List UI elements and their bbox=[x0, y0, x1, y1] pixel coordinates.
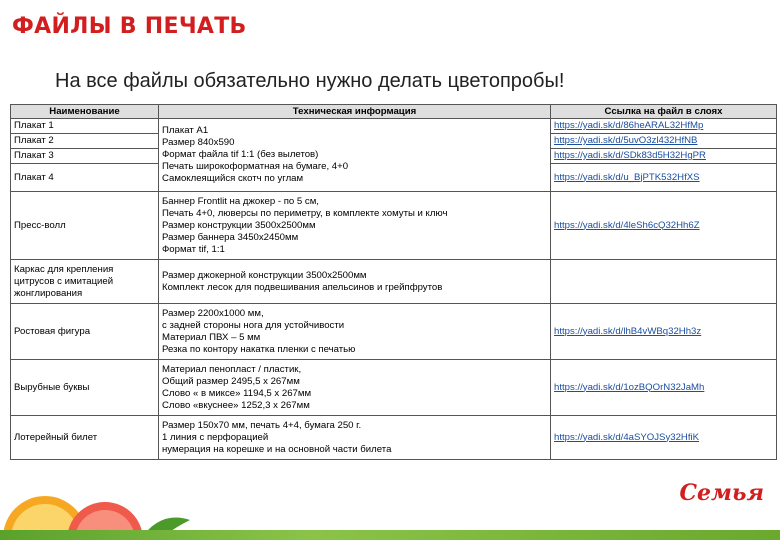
tech-info bbox=[159, 260, 551, 304]
tech-line: Размер 840х590 bbox=[162, 137, 235, 148]
tech-line: Плакат А1 bbox=[162, 125, 209, 136]
tech-line: Печать широкоформатная на бумаге, 4+0 bbox=[162, 161, 349, 172]
tech-line: 1 линия с перфорацией bbox=[162, 431, 269, 443]
tech-line: Формат файла tif 1:1 (без вылетов) bbox=[162, 149, 319, 160]
tech-line: Общий размер 2495,5 х 267мм bbox=[162, 375, 300, 387]
row-name: Ростовая фигура bbox=[11, 304, 159, 360]
table-row bbox=[11, 119, 777, 134]
tech-info bbox=[159, 416, 551, 460]
page-title: ФАЙЛЫ В ПЕЧАТЬ bbox=[12, 14, 247, 39]
tech-line: Печать 4+0, люверсы по периметру, в комплекте хомуты и ключ bbox=[162, 207, 448, 219]
tech-info bbox=[159, 192, 551, 260]
file-link[interactable]: https://yadi.sk/d/lhB4vWBq32Hh3z bbox=[554, 325, 702, 337]
column-header-tech: Техническая информация bbox=[159, 105, 551, 119]
tech-line: с задней стороны нога для устойчивости bbox=[162, 319, 345, 331]
column-header-name: Наименование bbox=[11, 105, 159, 119]
tech-line: Слово « в миксе» 1194,5 х 267мм bbox=[162, 387, 312, 399]
row-name: Вырубные буквы bbox=[11, 360, 159, 416]
tech-line: Материал пенопласт / пластик, bbox=[162, 363, 302, 375]
row-name: Лотерейный билет bbox=[11, 416, 159, 460]
poster-tech-info bbox=[159, 119, 551, 192]
row-name: Плакат 3 bbox=[11, 149, 159, 164]
row-name: Каркас для крепления цитрусов с имитацией жонглирования bbox=[11, 260, 159, 304]
row-name: Плакат 2 bbox=[11, 134, 159, 149]
file-link[interactable]: https://yadi.sk/d/4leSh6cQ32Hh6Z bbox=[554, 219, 700, 231]
files-table bbox=[10, 104, 777, 460]
page-subtitle: На все файлы обязательно нужно делать цветопробы! bbox=[55, 70, 565, 92]
table-row bbox=[11, 192, 777, 260]
tech-line: Баннер Frontlit на джокер - по 5 см, bbox=[162, 195, 319, 207]
row-name: Пресс-волл bbox=[11, 192, 159, 260]
tech-line: Размер конструкции 3500х2500мм bbox=[162, 219, 316, 231]
table-header-row bbox=[11, 105, 777, 119]
file-link[interactable]: https://yadi.sk/d/1ozBQOrN32JaMh bbox=[554, 381, 705, 393]
tech-line: Формат tif, 1:1 bbox=[162, 243, 225, 255]
file-link[interactable]: https://yadi.sk/d/4aSYOJSy32HfiK bbox=[554, 431, 700, 443]
file-link[interactable]: https://yadi.sk/d/5uvO3zl432HfNB bbox=[554, 135, 698, 146]
tech-info bbox=[159, 304, 551, 360]
tech-line: Слово «вкуснее» 1252,3 х 267мм bbox=[162, 399, 310, 411]
tech-line: Размер джокерной конструкции 3500х2500мм bbox=[162, 269, 367, 281]
row-name: Плакат 1 bbox=[11, 119, 159, 134]
row-name: Плакат 4 bbox=[11, 164, 159, 192]
file-link[interactable]: https://yadi.sk/d/SDk83d5H32HgPR bbox=[554, 150, 706, 161]
citrus-decoration bbox=[0, 460, 200, 540]
tech-line: нумерация на корешке и на основной части билета bbox=[162, 443, 392, 455]
table-row bbox=[11, 260, 777, 304]
tech-line: Размер баннера 3450х2450мм bbox=[162, 231, 299, 243]
column-header-link: Ссылка на файл в слоях bbox=[551, 105, 777, 119]
file-link[interactable]: https://yadi.sk/d/u_BjPTK532HfXS bbox=[554, 171, 700, 183]
footer-green-bar bbox=[0, 530, 780, 540]
tech-info bbox=[159, 360, 551, 416]
brand-logo: Семья bbox=[679, 480, 764, 506]
table-row bbox=[11, 416, 777, 460]
tech-line: Самоклеящийся скотч по углам bbox=[162, 173, 304, 184]
table-row bbox=[11, 304, 777, 360]
tech-line: Размер 2200х1000 мм, bbox=[162, 307, 264, 319]
tech-line: Резка по контору накатка пленки с печатью bbox=[162, 343, 356, 355]
file-link[interactable]: https://yadi.sk/d/86heARAL32HfMp bbox=[554, 120, 704, 131]
table-row bbox=[11, 360, 777, 416]
tech-line: Материал ПВХ – 5 мм bbox=[162, 331, 261, 343]
tech-line: Комплект лесок для подвешивания апельсинов и грейпфрутов bbox=[162, 281, 443, 293]
empty-link-cell bbox=[551, 260, 777, 304]
tech-line: Размер 150х70 мм, печать 4+4, бумага 250 г. bbox=[162, 419, 362, 431]
